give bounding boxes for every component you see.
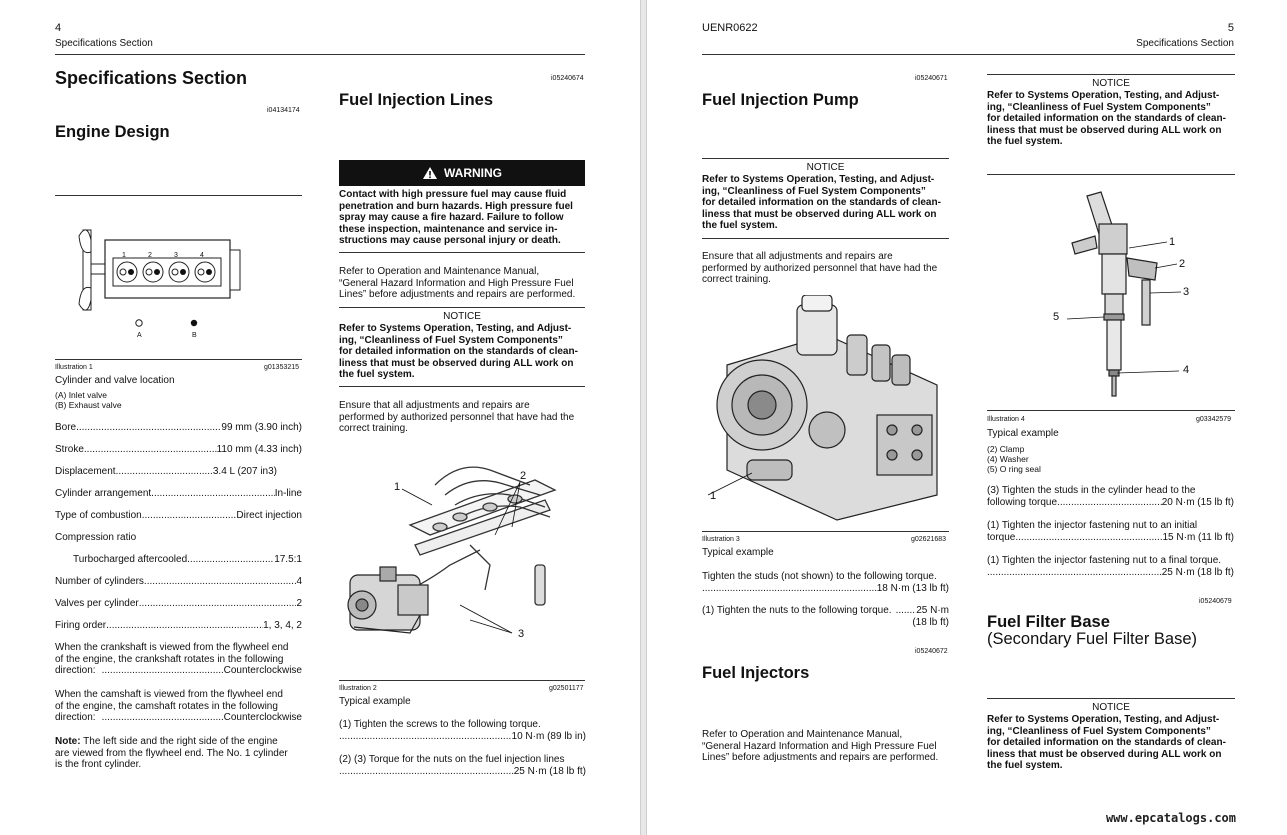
- running-head: Specifications Section: [55, 38, 153, 49]
- top-notice-top-rule: [987, 74, 1235, 75]
- engine-design-rule: [55, 195, 302, 196]
- spec-label: Displacement: [55, 466, 116, 477]
- spec-label: Number of cylinders: [55, 576, 144, 587]
- spec-label: Turbocharged aftercooled: [73, 554, 188, 565]
- filter-title: Fuel Filter Base: [987, 613, 1110, 631]
- injector-callout-1: 1: [1169, 236, 1176, 248]
- illustration-4-code: g03342579: [1196, 416, 1232, 423]
- fuel-lines-diagram: [340, 455, 580, 655]
- pump-ref-id: i05240671: [915, 75, 948, 82]
- doc-id: UENR0622: [702, 22, 758, 34]
- injector-step-initial: (1) Tighten the injector fastening nut to an initial torque ..... 15 N·m (11 lb ft): [987, 520, 1234, 543]
- injector-step-studs: (3) Tighten the studs in the cylinder head to the following torque ..... 20 N·m (15 lb ft): [987, 485, 1234, 508]
- injectors-manual-text: Refer to Operation and Maintenance Manual, “General Hazard Information and High Pressure Fuel Lines” before adjustments and repairs are performed.: [702, 729, 939, 763]
- spec-row-cylinders: [55, 576, 302, 589]
- legend-item: (B) Exhaust valve: [55, 400, 122, 410]
- cylinder-label: 2: [148, 252, 152, 259]
- crankshaft-paragraph: When the crankshaft is viewed from the flywheel end of the engine, the crankshaft rotates in the following direction: ..... Counterclockwise: [55, 642, 302, 677]
- spec-value: 2: [296, 598, 302, 609]
- spec-value: 1, 3, 4, 2: [263, 620, 302, 631]
- step-screws: (1) Tighten the screws to the following torque. ..... 10 N·m (89 lb in): [339, 719, 586, 742]
- spec-value: In-line: [274, 488, 302, 499]
- injector-step-final: (1) Tighten the injector fastening nut to a final torque. ..... 25 N·m (18 lb ft): [987, 555, 1234, 578]
- spec-value: 17.5:1: [274, 554, 302, 565]
- illustration-2-caption: Typical example: [339, 696, 411, 707]
- illustration-3-rule: [702, 531, 949, 532]
- spec-label: Bore: [55, 422, 77, 433]
- cylinder-label: 3: [174, 252, 178, 259]
- cylinder-label: 1: [122, 252, 126, 259]
- illustration-4-caption: Typical example: [987, 428, 1059, 439]
- legend-item: (A) Inlet valve: [55, 390, 107, 400]
- spec-row-bore: [55, 422, 302, 435]
- injectors-title: Fuel Injectors: [702, 664, 810, 682]
- spec-value: 110 mm (4.33 inch): [216, 444, 302, 455]
- top-notice-bottom-rule: [987, 174, 1235, 175]
- right-page: [646, 0, 1287, 835]
- header-rule: [702, 54, 1235, 55]
- cylinder-4-shape: [195, 262, 215, 282]
- cylinder-3-shape: [169, 262, 189, 282]
- spec-row-arrangement: [55, 488, 302, 501]
- fuel-pump-diagram: [707, 295, 947, 525]
- fuel-lines-ref-id: i05240674: [551, 75, 584, 82]
- spec-row-stroke: [55, 444, 302, 457]
- spec-row-firing-order: [55, 620, 302, 633]
- fuel-injector-diagram: [1057, 188, 1197, 403]
- spec-value: 99 mm (3.90 inch): [221, 422, 302, 433]
- pump-notice-top-rule: [702, 158, 949, 159]
- engine-design-ref-id: i04134174: [267, 107, 300, 114]
- running-head: Specifications Section: [1136, 38, 1234, 49]
- spec-row-turbo: [73, 554, 302, 567]
- cylinder-label: 4: [200, 252, 204, 259]
- notice-top-rule: [339, 307, 585, 308]
- notice-text: Refer to Systems Operation, Testing, and Adjust- ing, “Cleanliness of Fuel System Components” for detailed information on the standards of clean- liness that must be observed during ALL work on the fuel system.: [339, 323, 578, 380]
- illustration-number: Illustration 1: [55, 364, 93, 371]
- spec-row-compression: Compression ratio: [55, 532, 137, 543]
- engine-design-title: Engine Design: [55, 123, 170, 141]
- illustration-4-rule: [987, 410, 1235, 411]
- notice-bottom-rule: [339, 386, 585, 387]
- injector-callout-4: 4: [1183, 364, 1190, 376]
- section-title: Specifications Section: [55, 68, 248, 88]
- spec-row-displacement: [55, 466, 277, 479]
- injector-callout-3: 3: [1183, 286, 1190, 298]
- spec-label: Stroke: [55, 444, 84, 455]
- notice-title: NOTICE: [443, 311, 481, 322]
- o-ring-shape: [1104, 314, 1124, 320]
- inlet-marker: [136, 320, 142, 326]
- filter-subtitle: (Secondary Fuel Filter Base): [987, 630, 1197, 648]
- pump-step-studs: Tighten the studs (not shown) to the following torque. ..... 18 N·m (13 lb ft): [702, 571, 949, 594]
- header-rule: [55, 54, 585, 55]
- top-notice-title: NOTICE: [1092, 78, 1130, 89]
- callout-2: 2: [520, 470, 527, 482]
- injector-callout-5: 5: [1053, 311, 1060, 323]
- note-paragraph: Note: The left side and the right side of the engine are viewed from the flywheel end. The No. 1 cylinder is the front cylinder.: [55, 736, 288, 770]
- marker-label-a: A: [137, 332, 142, 339]
- spec-label: Cylinder arrangement: [55, 488, 152, 499]
- filter-ref-id: i05240679: [1199, 598, 1232, 605]
- ensure-text: Ensure that all adjustments and repairs are performed by authorized personnel that have had the correct training.: [339, 400, 575, 434]
- page-number: 5: [1227, 22, 1234, 34]
- fuel-lines-title: Fuel Injection Lines: [339, 91, 494, 109]
- illustration-code: g01353215: [264, 364, 300, 371]
- cylinder-layout-diagram: [75, 222, 255, 347]
- page-number: 4: [55, 22, 62, 34]
- pump-callout-1: 1: [710, 490, 717, 502]
- cylinder-2-shape: [143, 262, 163, 282]
- illustration-2-code: g02501177: [549, 685, 584, 692]
- clamp-shape: [1127, 258, 1157, 280]
- spec-label: Valves per cylinder: [55, 598, 139, 609]
- illustration-2-number: Illustration 2: [339, 685, 377, 692]
- callout-1: 1: [394, 481, 401, 493]
- illustration-2-rule: [339, 680, 585, 681]
- exhaust-marker: [191, 320, 197, 326]
- pump-step-nuts: (1) Tighten the nuts to the following torque. ..... 25 N·m (18 lb ft): [702, 605, 949, 628]
- spec-value: 3.4 L (207 in3): [212, 466, 277, 477]
- cylinder-1-shape: [117, 262, 137, 282]
- fan-blade-shape: [79, 230, 91, 253]
- left-page: [0, 0, 641, 835]
- pump-ensure-text: Ensure that all adjustments and repairs are performed by authorized personnel that have had the correct training.: [702, 251, 938, 285]
- pump-title: Fuel Injection Pump: [702, 91, 859, 109]
- step-nuts: (2) (3) Torque for the nuts on the fuel injection lines ..... 25 N·m (18 lb ft): [339, 754, 586, 777]
- pump-notice-title: NOTICE: [806, 162, 845, 173]
- illustration-3-code: g02621683: [911, 536, 947, 543]
- filter-notice-text: Refer to Systems Operation, Testing, and Adjust- ing, “Cleanliness of Fuel System Components” for detailed information on the standards of clean- liness that must be observed during ALL work on the fuel system.: [987, 714, 1226, 771]
- warning-triangle-icon: [422, 166, 438, 180]
- note-label: Note:: [55, 736, 81, 747]
- warning-label: WARNING: [444, 166, 502, 180]
- watermark-text: www.epcatalogs.com: [1105, 811, 1236, 825]
- spec-label: Type of combustion: [55, 510, 142, 521]
- illustration-rule: [55, 359, 302, 360]
- illustration-4-number: Illustration 4: [987, 416, 1025, 423]
- camshaft-paragraph: When the camshaft is viewed from the flywheel end of the engine, the camshaft rotates in the following direction: ..... Counterclockwise: [55, 689, 302, 724]
- spec-label: Firing order: [55, 620, 107, 631]
- manual-reference-text: Refer to Operation and Maintenance Manual, “General Hazard Information and High Pressure Fuel Lines” before adjustments and repairs are performed.: [339, 266, 576, 300]
- illustration-3-number: Illustration 3: [702, 536, 740, 543]
- pump-notice-bottom-rule: [702, 238, 949, 239]
- injectors-ref-id: i05240672: [915, 648, 948, 655]
- marker-label-b: B: [192, 332, 197, 339]
- injector-callout-2: 2: [1179, 258, 1186, 270]
- fuel-pump-shape: [348, 567, 428, 633]
- pump-notice-text: Refer to Systems Operation, Testing, and Adjust- ing, “Cleanliness of Fuel System Components” for detailed information on the standards of clean- liness that must be observed during ALL work on the fuel system.: [702, 174, 941, 231]
- spec-value: 4: [296, 576, 302, 587]
- illustration-caption: Cylinder and valve location: [55, 375, 175, 386]
- warning-text: Contact with high pressure fuel may cause fluid penetration and burn hazards. High pressure fuel spray may cause a fire hazard. Failure to follow these inspection, maintenance and service in- structions may cause personal injury or death.: [339, 189, 573, 246]
- callout-3: 3: [518, 628, 525, 640]
- warning-banner: [339, 160, 585, 186]
- top-notice-text: Refer to Systems Operation, Testing, and Adjust- ing, “Cleanliness of Fuel System Components” for detailed information on the standards of clean- liness that must be observed during ALL work on the fuel system.: [987, 90, 1226, 147]
- injector-legend: (2) Clamp (4) Washer (5) O ring seal: [987, 444, 1041, 474]
- spec-row-valves: [55, 598, 302, 611]
- warning-rule: [339, 252, 585, 253]
- illustration-3-caption: Typical example: [702, 547, 774, 558]
- spec-row-combustion: [55, 510, 302, 523]
- filter-notice-title: NOTICE: [1092, 702, 1130, 713]
- filter-notice-top-rule: [987, 698, 1235, 699]
- spec-value: Direct injection: [236, 510, 302, 521]
